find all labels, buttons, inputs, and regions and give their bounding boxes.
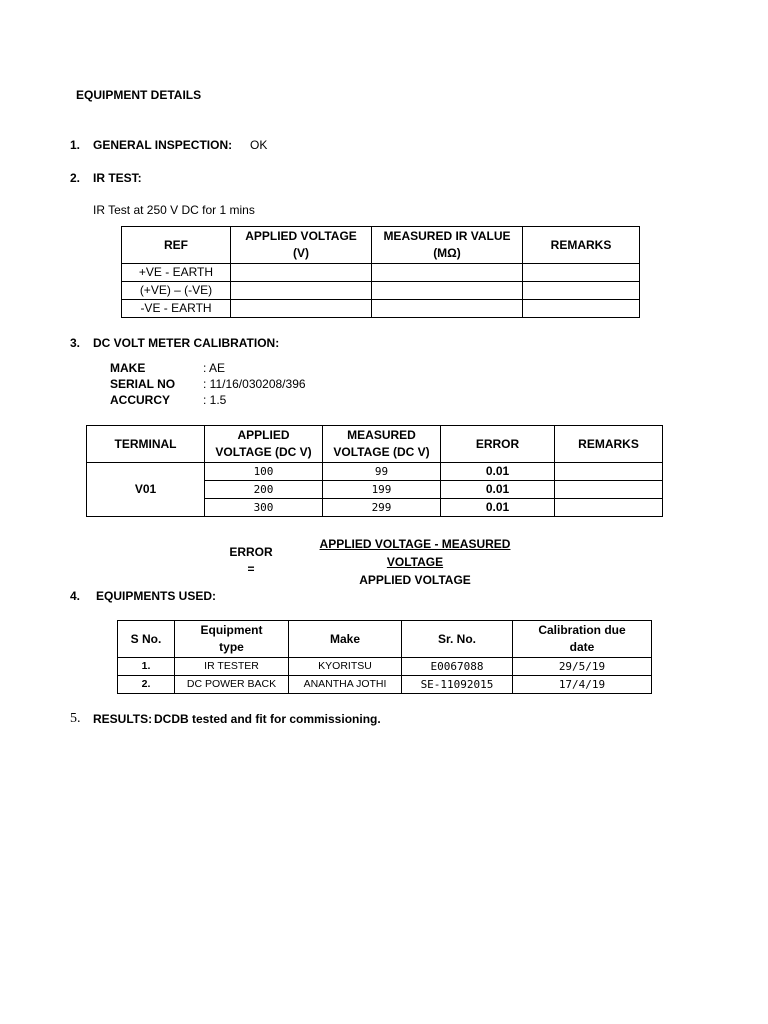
cal-header-error: ERROR [441, 426, 555, 463]
equipments-used-label: EQUIPMENTS USED: [96, 589, 217, 603]
cal-error-cell: 0.01 [441, 499, 555, 517]
ir-ref-cell: +VE - EARTH [122, 264, 231, 282]
ir-test-note: IR Test at 250 V DC for 1 mins [93, 203, 255, 217]
accuracy-value: : 1.5 [203, 393, 227, 407]
calibration-table [86, 425, 663, 517]
ir-remarks-cell [523, 300, 640, 318]
terminal-cell: V01 [87, 463, 205, 517]
table-row [118, 658, 652, 676]
ir-header-applied: APPLIED VOLTAGE (V) [231, 227, 372, 264]
section-1-number: 1. [70, 138, 81, 152]
make-label: MAKE [110, 361, 146, 375]
cal-measured-cell: 99 [323, 463, 441, 481]
ir-applied-cell [231, 264, 372, 282]
cal-applied-cell: 100 [205, 463, 323, 481]
cal-applied-cell: 200 [205, 481, 323, 499]
eq-make-cell: ANANTHA JOTHI [289, 676, 402, 694]
cal-header-measured: MEASURED VOLTAGE (DC V) [323, 426, 441, 463]
table-row [122, 264, 640, 282]
eq-cal-cell: 17/4/19 [513, 676, 652, 694]
eq-make-cell: KYORITSU [289, 658, 402, 676]
section-3-number: 3. [70, 336, 81, 350]
ir-measured-cell [372, 282, 523, 300]
ir-applied-cell [231, 300, 372, 318]
cal-header-applied: APPLIED VOLTAGE (DC V) [205, 426, 323, 463]
section-2-number: 2. [70, 171, 81, 185]
table-row [87, 463, 663, 481]
table-row [122, 282, 640, 300]
ir-header-measured: MEASURED IR VALUE (MΩ) [372, 227, 523, 264]
eq-cal-cell: 29/5/19 [513, 658, 652, 676]
table-row [122, 300, 640, 318]
cal-error-cell: 0.01 [441, 463, 555, 481]
ir-remarks-cell [523, 282, 640, 300]
section-5-number: 5. [70, 711, 81, 726]
ir-header-remarks: REMARKS [523, 227, 640, 264]
cal-measured-cell: 299 [323, 499, 441, 517]
results-text: DCDB tested and fit for commissioning. [154, 712, 381, 726]
ir-measured-cell [372, 300, 523, 318]
ir-ref-cell: -VE - EARTH [122, 300, 231, 318]
accuracy-label: ACCURCY [110, 393, 170, 407]
eq-sno-cell: 1. [118, 658, 175, 676]
dc-voltmeter-label: DC VOLT METER CALIBRATION: [93, 336, 280, 350]
section-4-number: 4. [70, 589, 81, 603]
eq-type-cell: IR TESTER [175, 658, 289, 676]
ir-header-ref: REF [122, 227, 231, 264]
table-row [118, 676, 652, 694]
cal-remarks-cell [555, 499, 663, 517]
eq-header-type: Equipment type [175, 621, 289, 658]
formula-numerator-1: APPLIED VOLTAGE - MEASURED [319, 537, 511, 551]
ir-remarks-cell [523, 264, 640, 282]
eq-header-sno: S No. [118, 621, 175, 658]
error-formula-fraction [300, 535, 530, 589]
formula-denominator: APPLIED VOLTAGE [359, 573, 471, 587]
general-inspection-label: GENERAL INSPECTION: [93, 138, 233, 152]
cal-error-cell: 0.01 [441, 481, 555, 499]
eq-srno-cell: SE-11092015 [402, 676, 513, 694]
eq-srno-cell: E0067088 [402, 658, 513, 676]
cal-remarks-cell [555, 481, 663, 499]
cal-remarks-cell [555, 463, 663, 481]
eq-header-make: Make [289, 621, 402, 658]
eq-type-cell: DC POWER BACK [175, 676, 289, 694]
formula-numerator-2: VOLTAGE [386, 555, 444, 569]
eq-sno-cell: 2. [118, 676, 175, 694]
ir-ref-cell: (+VE) – (-VE) [122, 282, 231, 300]
make-value: : AE [203, 361, 226, 375]
eq-header-calibration: Calibration due date [513, 621, 652, 658]
eq-header-srno: Sr. No. [402, 621, 513, 658]
ir-test-label: IR TEST: [93, 171, 142, 185]
error-formula-lhs: ERROR = [229, 545, 273, 576]
ir-applied-cell [231, 282, 372, 300]
ir-measured-cell [372, 264, 523, 282]
ir-test-table [121, 226, 640, 318]
cal-applied-cell: 300 [205, 499, 323, 517]
equipment-table [117, 620, 652, 694]
serial-no-label: SERIAL NO [110, 377, 176, 391]
results-label: RESULTS: [93, 712, 153, 726]
document-title: EQUIPMENT DETAILS [76, 88, 202, 102]
cal-header-remarks: REMARKS [555, 426, 663, 463]
serial-no-value: : 11/16/030208/396 [203, 377, 306, 391]
general-inspection-value: OK [250, 138, 268, 152]
cal-measured-cell: 199 [323, 481, 441, 499]
cal-header-terminal: TERMINAL [87, 426, 205, 463]
